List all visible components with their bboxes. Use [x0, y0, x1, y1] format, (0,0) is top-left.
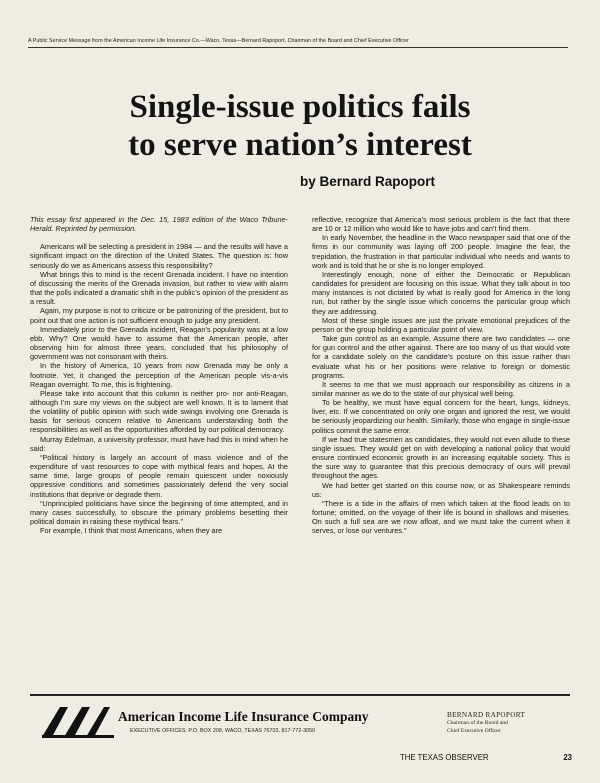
paragraph: For example, I think that most Americans, when they are [40, 526, 223, 536]
reprint-note: This essay first appeared in the Dec. 15, 1983 edition of the Waco Tribune-Herald. Reprinted by permission. [30, 215, 288, 234]
paragraph: In the history of America, 10 years from now Grenada may be only a footnote. Yet, it changed the perception of the American people vis-a-vis Reagan overnight. To me, this is frightening. [30, 361, 288, 389]
paragraph: Immediately prior to the Grenada incident, Reagan’s popularity was at a low ebb. Why? One would have to assume that the American people, after observing him for almost three years, concluded that his philosophy of government was not consonant with theirs. [30, 324, 288, 362]
quotation: “Unprincipled politicians have since the beginning of time attempted, and in many cases successfully, to obscure the primary problems besetting their political domain in raising these mythical fears.” [30, 498, 288, 526]
page-number: 23 [563, 753, 572, 762]
quotation: “There is a tide in the affairs of men which taken at the flood leads on to fortune; omitted, on the voyage of their life is bound in shallows and miseries. On such a full sea are we now afloat, and we must take the current when it serves, or lose our ventures.” [312, 498, 570, 536]
column-right [312, 215, 570, 535]
title-line-2: to serve nation’s interest [128, 127, 472, 163]
paragraph: Interestingly enough, none of either the Democratic or Republican candidates for president are focusing on this issue. What they talk about in too many instances is not dictated by what is really good for America in the long run, but rather by the single issue which concerns the particular group which they are addressing. [312, 269, 570, 316]
paragraph: We had better get started on this course now, or as Shakespeare reminds us: [312, 480, 570, 499]
column-left [30, 215, 288, 535]
paragraph: If we had true statesmen as candidates, they would not even allude to these single issues. They would get on with developing a national policy that would ensure continued economic growth in an increasing equitable society. This is the sure way to guarantee that this precious democracy of ours will prevail throughout the ages. [312, 434, 570, 481]
page-footer [400, 753, 572, 762]
paragraph: What brings this to mind is the recent Grenada incident. I have no intention of discussing the merits of the Grenada invasion, but rather to view with alarm that the polls indicated a dramatic shift in the public’s opinion of the president as a result. [30, 269, 288, 307]
paragraph: Americans will be selecting a president in 1984 — and the results will have a significant impact on the direction of the United States. The question is: how seriously do we as Americans assess this responsibility? [30, 242, 288, 270]
paragraph: Murray Edelman, a university professor, must have had this in mind when he said: [30, 434, 288, 453]
publication-name: THE TEXAS OBSERVER [400, 753, 489, 762]
paragraph: Again, my purpose is not to criticize or be patronizing of the president, but to point out that one action is not sufficient enough to judge any president. [30, 306, 288, 325]
signature-title-1: Chairman of the Board and [447, 720, 508, 727]
paragraph: To be healthy, we must have equal concern for the heart, lungs, kidneys, liver, etc. If we concentrated on only one organ and ignored the rest, we would be seriously jeopardizing our health. Similarly, those who engage in single-issue politics commit the same error. [312, 398, 570, 435]
executive-offices: EXECUTIVE OFFICES: P.O. BOX 208, WACO, TEXAS 76703, 817-772-3050 [130, 728, 316, 734]
paragraph: It seems to me that we must approach our responsibility as citizens in a similar manner as we do to the state of our physical well being. [312, 379, 570, 398]
company-logo-icon [40, 701, 114, 741]
quotation: “Political history is largely an account of mass violence and of the expenditure of vast resources to cope with mythical fears and hopes. At the same time, large groups of people remain quiescent under noxiously oppressive conditions and sometimes passionately defend the very social institutions that deprive or degrade them. [30, 452, 288, 499]
public-service-notice: A Public Service Message from the American Income Life Insurance Co.—Waco, Texas—Bernard Rapoport, Chairman of the Board and Chief Executive Officer [28, 38, 568, 48]
signature-name: BERNARD RAPOPORT [447, 711, 526, 719]
company-name: American Income Life Insurance Company [118, 709, 369, 724]
byline: by Bernard Rapoport [299, 174, 435, 189]
ad-divider [30, 694, 570, 696]
title-line-1: Single-issue politics fails [129, 89, 471, 125]
paragraph: Take gun control as an example. Assume there are two candidates — one for gun control and the other against. There are too many of us that would vote for a candidate solely on the candidate’s posture on this issue rather than evaluate what his or her positions were relative to foreign or domestic programs. [312, 334, 570, 380]
signature-title-2: Chief Executive Officer [447, 728, 501, 735]
paragraph: In early November, the headline in the Waco newspaper said that one of the firms in our community was laying off 200 people. Imagine the fear, the trepidation, the frustration in that particular individual who needs and wants to work and is told that he or she is no longer employed. [312, 233, 570, 270]
paragraph: Please take into account that this column is neither pro- nor anti-Reagan, although I’m sure my views on the subject are well known. It is to lament that the volatility of public opinion with such wide swings involving one Grenada is basis for serious concern relative to Americans understanding both the responsibilities as well as the opportunities afforded by our political democracy. [30, 388, 288, 435]
article-title [30, 88, 570, 164]
paragraph-continued: reflective, recognize that America’s most serious problem is the fact that there are 10 or 12 million who would like to have jobs and can’t find them. [312, 215, 570, 234]
article-body [30, 215, 570, 647]
paragraph: Most of these single issues are just the private emotional prejudices of the person or the group holding a particular point of view. [312, 315, 570, 334]
signature-block [447, 711, 525, 736]
